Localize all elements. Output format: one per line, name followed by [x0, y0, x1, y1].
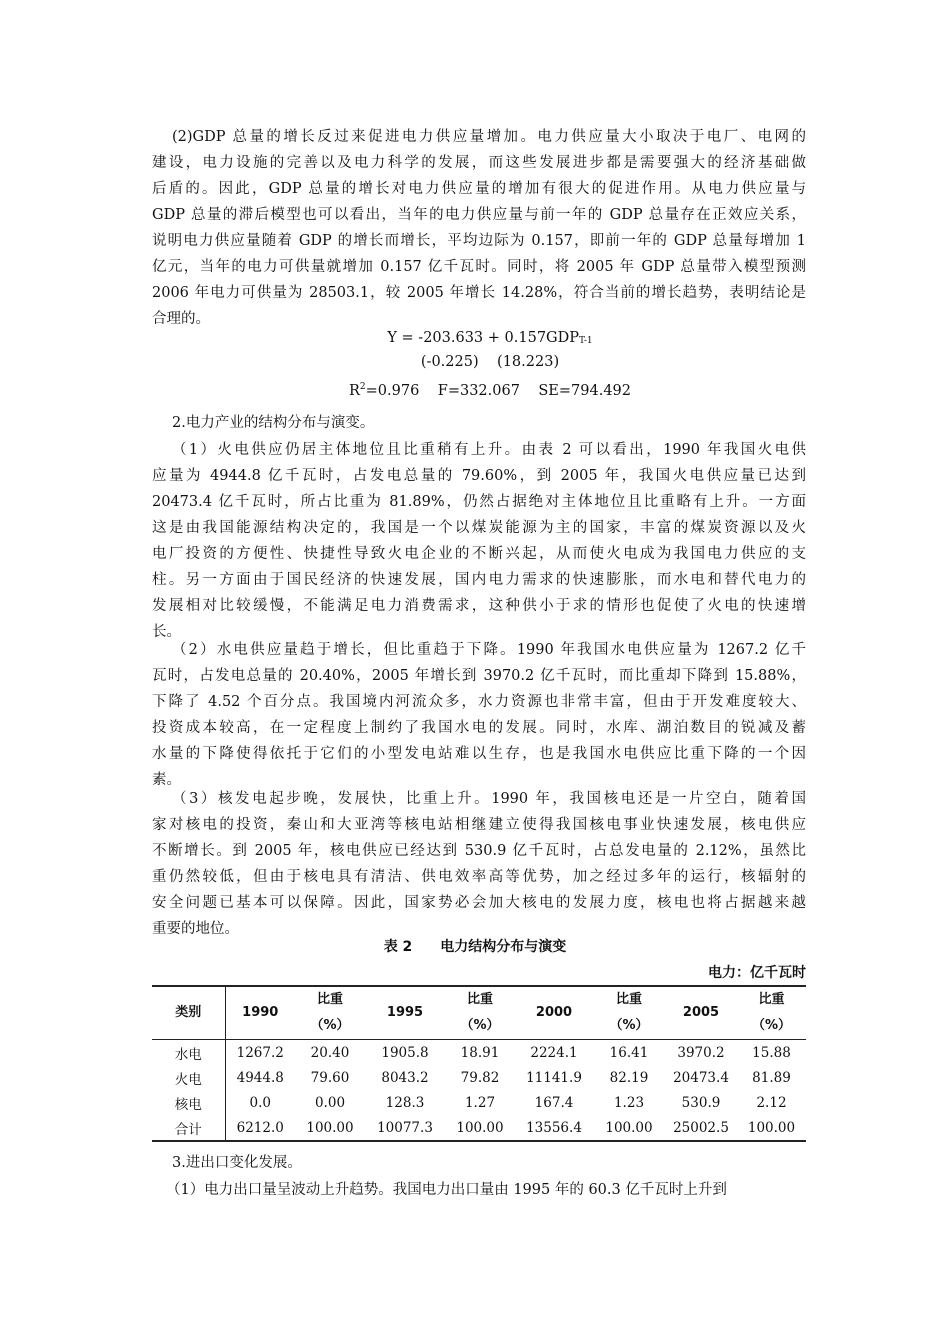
header-text: 1995	[386, 1005, 424, 1020]
equation-t-stats: (-0.225) (18.223)	[420, 354, 560, 370]
text-line: （1）火电供应仍居主体地位且比重稍有上升。由表 2 可以看出，1990 年我国火电供	[172, 442, 806, 458]
table-title: 表 2 电力结构分布与演变	[383, 939, 567, 955]
text-line: 后盾的。因此，GDP 总量的增长对电力供应量的增加有很大的促进作用。从电力供应量与	[152, 181, 806, 197]
table-cell: 1.23	[613, 1094, 645, 1111]
text-line: 应量为 4944.8 亿千瓦时，占发电总量的 79.60%，到 2005 年，我国火电供应量已达到	[152, 468, 806, 484]
table-header-cell	[737, 986, 806, 1040]
table-cell: 81.89	[752, 1069, 791, 1086]
paragraph-gdp-effect	[152, 124, 806, 332]
table-cell: 25002.5	[673, 1119, 729, 1136]
table-cell: 0.0	[249, 1094, 271, 1111]
table-row	[152, 1115, 806, 1141]
text-line: 投资成本较高，在一定程度上制约了我国水电的发展。同时，水库、湖泊数目的锐减及蓄	[152, 720, 806, 736]
table-cell: 2.12	[756, 1094, 787, 1111]
paragraph-hydro	[152, 637, 806, 793]
table-header-row	[152, 986, 806, 1040]
row-label: 水电	[152, 1040, 225, 1066]
text-line: （1）电力出口量呈波动上升趋势。我国电力出口量由 1995 年的 60.3 亿千瓦时上升到	[166, 1182, 727, 1198]
table-cell: 2224.1	[530, 1044, 578, 1061]
table-cell: 20473.4	[673, 1069, 729, 1086]
row-label: 核电	[152, 1090, 225, 1115]
header-text: 类别	[175, 1005, 202, 1020]
table-cell: 79.60	[310, 1069, 350, 1086]
text-line: 亿元，当年的电力可供量就增加 0.157 亿千瓦时。同时，将 2005 年 GDP 总量带入模型预测	[152, 259, 806, 275]
table-cell: 10077.3	[377, 1119, 433, 1136]
table-header-cell	[225, 986, 295, 1040]
table-cell: 11141.9	[526, 1069, 582, 1086]
text-line: 合理的。	[152, 311, 210, 327]
text-line: 2006 年电力可供量为 28503.1，较 2005 年增长 14.28%，符合当前的增长趋势，表明结论是	[152, 285, 806, 301]
table-cell: 530.9	[681, 1094, 721, 1111]
table-cell: 167.4	[534, 1094, 574, 1111]
text-line: 瓦时，占发电总量的 20.40%，2005 年增长到 3970.2 亿千瓦时，而比重却下降到 15.88%，	[152, 668, 806, 684]
table-header-cell	[445, 986, 515, 1040]
row-label: 火电	[152, 1065, 225, 1090]
table-header-cell	[593, 986, 665, 1040]
header-text: 2005	[682, 1005, 720, 1020]
text-line: 建设，电力设施的完善以及电力科学的发展，而这些发展进步都是需要强大的经济基础做	[152, 155, 806, 171]
equation-subscript: T-1	[579, 336, 593, 346]
text-line: 电厂投资的方便性、快捷性导致火电企业的不断兴起，从而使火电成为我国电力供应的支	[152, 546, 806, 562]
text-line: （2）水电供应量趋于增长，但比重趋于下降。1990 年我国水电供应量为 1267.2 亿千	[172, 642, 806, 658]
header-text: （%）	[609, 1018, 649, 1033]
paragraph-nuclear	[152, 786, 806, 942]
text-line: 不断增长。到 2005 年，核电供应已经达到 530.9 亿千瓦时，占总发电量的 2.12%，虽然比	[152, 843, 806, 859]
power-structure-table	[152, 985, 806, 1142]
header-text: 比重	[466, 992, 493, 1007]
text-line: 长。	[152, 624, 181, 640]
equation-stats	[0, 375, 950, 403]
table-cell: 20.40	[310, 1044, 350, 1061]
table-cell: 100.00	[747, 1119, 796, 1136]
text-line: 20473.4 亿千瓦时，所占比重为 81.89%，仍然占据绝对主体地位且比重略有上升。一方面	[152, 494, 806, 510]
text-line: 这是由我国能源结构决定的，我国是一个以煤炭能源为主的国家，丰富的煤炭资源以及火	[152, 520, 806, 536]
text-line: GDP 总量的滞后模型也可以看出，当年的电力供应量与前一年的 GDP 总量存在正效应关系，	[152, 207, 806, 223]
header-text: 比重	[758, 992, 785, 1007]
text-line: 下降了 4.52 个百分点。我国境内河流众多，水力资源也非常丰富，但由于开发难度较大、	[152, 694, 806, 710]
text-line: (2)GDP 总量的增长反过来促进电力供应量增加。电力供应量大小取决于电厂、电网的	[172, 129, 806, 145]
table-row	[152, 1040, 806, 1066]
table-cell: 79.82	[460, 1069, 500, 1086]
equation-main: Y = -203.633 + 0.157GDP	[387, 330, 580, 346]
table-cell: 100.00	[605, 1119, 653, 1136]
table-row	[152, 1090, 806, 1115]
table-cell: 1.27	[464, 1094, 496, 1111]
table-cell: 8043.2	[381, 1069, 429, 1086]
table-header-cell	[515, 986, 593, 1040]
table-cell: 6212.0	[236, 1119, 284, 1136]
r-sup: 2	[359, 382, 366, 392]
header-text: 2000	[535, 1005, 573, 1020]
paragraph-thermal	[152, 437, 806, 645]
regression-equation	[0, 326, 950, 353]
table-cell: 0.00	[314, 1094, 346, 1111]
text-line: 发展相对比较缓慢，不能满足电力消费需求，这种供小于求的情形也促使了火电的快速增	[152, 598, 806, 614]
table-cell: 18.91	[460, 1044, 500, 1061]
text-line: 家对核电的投资，秦山和大亚湾等核电站相继建立使得我国核电事业快速发展，核电供应	[152, 817, 806, 833]
header-text: 1990	[242, 1005, 279, 1020]
paragraph-export	[146, 1177, 806, 1203]
text-line: （3）核发电起步晚，发展快，比重上升。1990 年，我国核电还是一片空白，随着国	[172, 791, 806, 807]
section-2-heading: 2.电力产业的结构分布与演变。	[172, 415, 375, 431]
header-text: （%）	[310, 1018, 350, 1033]
table-row	[152, 1065, 806, 1090]
text-line: 重仍然较低，但由于核电具有清洁、供电效率高等优势，加之经过多年的运行，核辐射的	[152, 869, 806, 885]
table-cell: 100.00	[306, 1119, 354, 1136]
table-cell: 82.19	[609, 1069, 649, 1086]
table-cell: 128.3	[385, 1094, 425, 1111]
table-header-cell	[152, 986, 225, 1040]
table-cell: 3970.2	[677, 1044, 725, 1061]
table-cell: 1267.2	[236, 1044, 284, 1061]
row-label: 合计	[152, 1115, 225, 1141]
table-cell: 13556.4	[526, 1119, 582, 1136]
text-line: 柱。另一方面由于国民经济的快速发展，国内电力需求的快速膨胀，而水电和替代电力的	[152, 572, 806, 588]
table-cell: 100.00	[456, 1119, 504, 1136]
table-cell: 1905.8	[381, 1044, 429, 1061]
table-header-cell	[365, 986, 445, 1040]
text-line: 安全问题已基本可以保障。因此，国家势必会加大核电的发展力度，核电也将占据越来越	[152, 895, 806, 911]
stats-values: =0.976 F=332.067 SE=794.492	[365, 382, 631, 399]
table-cell: 15.88	[752, 1044, 791, 1061]
section-3-heading: 3.进出口变化发展。	[172, 1155, 302, 1171]
text-line: 重要的地位。	[152, 921, 239, 937]
table-unit: 电力：亿千瓦时	[708, 965, 806, 981]
r-label: R	[349, 382, 360, 399]
table-cell: 4944.8	[236, 1069, 284, 1086]
header-text: 比重	[615, 992, 642, 1007]
table-header-cell	[665, 986, 737, 1040]
text-line: 水量的下降使得依托于它们的小型发电站难以生存，也是我国水电供应比重下降的一个因	[152, 746, 806, 762]
header-text: （%）	[460, 1018, 500, 1033]
text-line: 素。	[152, 772, 181, 788]
header-text: 比重	[316, 992, 343, 1007]
text-line: 说明电力供应量随着 GDP 的增长而增长，平均边际为 0.157，即前一年的 GDP 总量每增加 1	[152, 233, 806, 249]
header-text: （%）	[751, 1018, 792, 1033]
table-cell: 16.41	[609, 1044, 649, 1061]
table-header-cell	[295, 986, 365, 1040]
